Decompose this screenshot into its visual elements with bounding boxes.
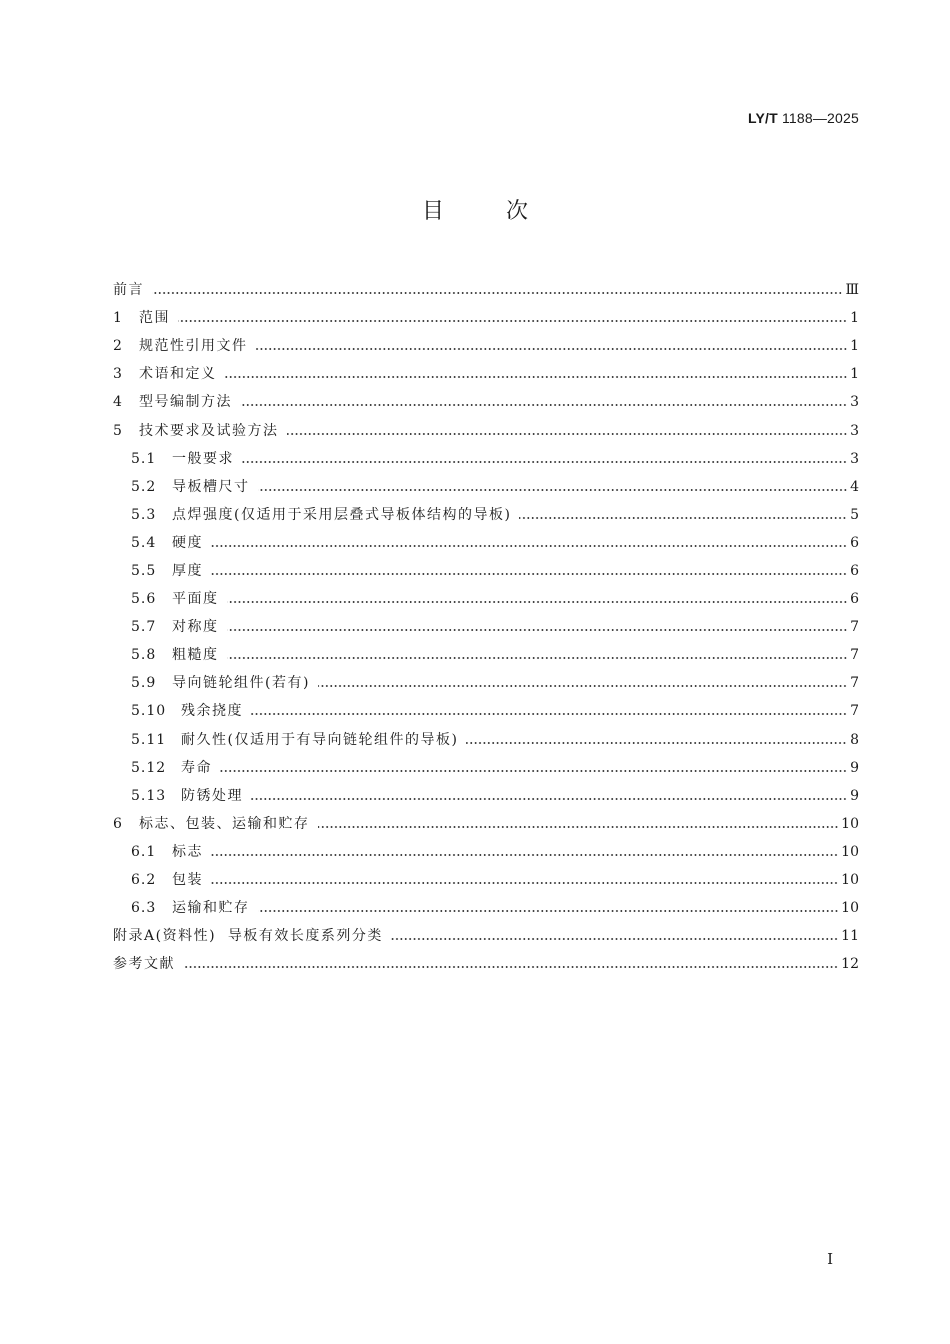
toc-entry-number: 6.3 (131, 900, 157, 917)
toc-entry-label: 标志 (172, 843, 203, 860)
toc-subentry[interactable] (113, 782, 859, 810)
toc-entry-page: 9 (850, 759, 859, 776)
toc-subentry[interactable] (113, 529, 859, 557)
toc-entry-page: 1 (850, 366, 859, 383)
dot-leader (220, 770, 847, 772)
toc-entry-page: 10 (841, 872, 859, 889)
toc-subentry[interactable] (113, 501, 859, 529)
toc-entry-number: 6 (113, 815, 122, 832)
dot-leader (287, 433, 848, 435)
toc-entry-label: 型号编制方法 (139, 394, 232, 411)
toc-entry-page: 3 (850, 394, 859, 411)
dot-leader (240, 404, 847, 406)
toc-entry-page: 11 (841, 928, 859, 945)
dot-leader (178, 320, 847, 322)
dot-leader (256, 348, 848, 350)
toc-entry-label: 前言 (113, 282, 144, 299)
toc-entry-page: 4 (850, 478, 859, 495)
toc-entry-page: 10 (841, 843, 859, 860)
toc-entry[interactable] (113, 276, 859, 304)
toc-entry-label: 包装 (172, 872, 203, 889)
toc-entry-number: 5.5 (131, 562, 157, 579)
dot-leader (258, 489, 848, 491)
toc-entry-label: 运输和贮存 (172, 900, 250, 917)
toc-entry-label: 平面度 (172, 591, 219, 608)
toc-entry-page: 5 (850, 506, 859, 523)
toc-subentry[interactable] (113, 557, 859, 585)
toc-subentry[interactable] (113, 669, 859, 697)
toc-entry-appendix[interactable] (113, 922, 859, 950)
dot-leader (251, 713, 847, 715)
toc-entry-page: 6 (850, 562, 859, 579)
dot-leader (227, 601, 848, 603)
dot-leader (227, 657, 848, 659)
toc-entry-page: 3 (850, 450, 859, 467)
dot-leader (183, 966, 838, 968)
dot-leader (242, 461, 847, 463)
table-of-contents (113, 276, 859, 978)
toc-entry-number: 1 (113, 310, 122, 327)
dot-leader (318, 826, 839, 828)
toc-entry-label: 技术要求及试验方法 (139, 422, 279, 439)
toc-entry-page: 7 (850, 675, 859, 692)
standard-number (748, 110, 859, 126)
toc-entry-label: 硬度 (172, 534, 203, 551)
dot-leader (466, 742, 847, 744)
toc-entry-number: 5.8 (131, 647, 157, 664)
toc-entry-number: 3 (113, 366, 122, 383)
toc-entry-label: 规范性引用文件 (139, 338, 248, 355)
dot-leader (227, 629, 848, 631)
toc-entry-label: 一般要求 (172, 450, 234, 467)
toc-entry-number: 5.7 (131, 619, 157, 636)
title-char-2: 次 (506, 199, 529, 224)
toc-entry[interactable] (113, 416, 859, 444)
toc-entry-label: 防锈处理 (181, 787, 243, 804)
toc-entry-page: Ⅲ (845, 282, 859, 299)
dot-leader (258, 910, 839, 912)
toc-subentry[interactable] (113, 613, 859, 641)
toc-entry-label: 范围 (139, 310, 170, 327)
toc-subentry[interactable] (113, 894, 859, 922)
toc-subentry[interactable] (113, 838, 859, 866)
toc-entry[interactable] (113, 360, 859, 388)
toc-entry[interactable] (113, 332, 859, 360)
dot-leader (211, 882, 838, 884)
toc-entry-number: 5 (113, 422, 122, 439)
dot-leader (211, 854, 838, 856)
toc-subentry[interactable] (113, 697, 859, 725)
dot-leader (318, 685, 847, 687)
dot-leader (519, 517, 847, 519)
toc-entry-label: 残余挠度 (181, 703, 243, 720)
toc-entry-references[interactable] (113, 950, 859, 978)
title-char-1: 目 (421, 199, 444, 224)
toc-entry-page: 8 (850, 731, 859, 748)
toc-entry-page: 10 (841, 815, 859, 832)
toc-entry-page: 6 (850, 591, 859, 608)
toc-entry-number: 5.4 (131, 534, 157, 551)
toc-entry-number: 5.3 (131, 506, 157, 523)
toc-entry-number: 6.1 (131, 843, 157, 860)
toc-entry-page: 9 (850, 787, 859, 804)
toc-entry-label: 附录A(资料性) 导板有效长度系列分类 (113, 928, 383, 945)
toc-entry-label: 厚度 (172, 562, 203, 579)
toc-entry-label: 耐久性(仅适用于有导向链轮组件的导板) (181, 731, 459, 748)
toc-entry-label: 术语和定义 (139, 366, 217, 383)
toc-subentry[interactable] (113, 585, 859, 613)
dot-leader (391, 938, 838, 940)
page-title (0, 194, 950, 225)
toc-entry-label: 参考文献 (113, 956, 175, 973)
toc-entry-page: 7 (850, 647, 859, 664)
toc-entry-number: 5.13 (131, 787, 167, 804)
toc-subentry[interactable] (113, 445, 859, 473)
toc-entry-label: 导向链轮组件(若有) (172, 675, 310, 692)
dot-leader (211, 545, 847, 547)
toc-entry-page: 6 (850, 534, 859, 551)
toc-subentry[interactable] (113, 866, 859, 894)
toc-entry-label: 点焊强度(仅适用于采用层叠式导板体结构的导板) (172, 506, 512, 523)
toc-entry-label: 标志、包装、运输和贮存 (139, 815, 310, 832)
toc-entry-label: 粗糙度 (172, 647, 219, 664)
toc-entry-page: 1 (850, 338, 859, 355)
toc-entry-number: 6.2 (131, 872, 157, 889)
toc-entry-number: 5.10 (131, 703, 167, 720)
toc-subentry[interactable] (113, 641, 859, 669)
toc-entry-number: 5.2 (131, 478, 157, 495)
toc-entry-label: 对称度 (172, 619, 219, 636)
standard-year-number: 1188—2025 (781, 110, 859, 126)
toc-entry-number: 5.11 (131, 731, 167, 748)
toc-entry-page: 1 (850, 310, 859, 327)
toc-entry[interactable] (113, 388, 859, 416)
toc-entry-label: 寿命 (181, 759, 212, 776)
dot-leader (251, 798, 847, 800)
toc-entry-page: 10 (841, 900, 859, 917)
dot-leader (225, 376, 848, 378)
toc-entry-number: 2 (113, 338, 122, 355)
toc-entry-number: 5.1 (131, 450, 157, 467)
toc-entry-page: 12 (841, 956, 859, 973)
toc-entry-number: 5.6 (131, 591, 157, 608)
standard-code: LY/T (747, 110, 778, 126)
page-number: I (827, 1250, 833, 1268)
toc-entry-number: 4 (113, 394, 122, 411)
toc-entry-page: 3 (850, 422, 859, 439)
toc-entry[interactable] (113, 304, 859, 332)
toc-entry-number: 5.12 (131, 759, 167, 776)
toc-entry[interactable] (113, 810, 859, 838)
toc-entry-page: 7 (850, 703, 859, 720)
toc-entry-label: 导板槽尺寸 (172, 478, 250, 495)
toc-subentry[interactable] (113, 754, 859, 782)
toc-subentry[interactable] (113, 473, 859, 501)
toc-subentry[interactable] (113, 726, 859, 754)
dot-leader (152, 292, 842, 294)
dot-leader (211, 573, 847, 575)
toc-entry-number: 5.9 (131, 675, 157, 692)
toc-entry-page: 7 (850, 619, 859, 636)
